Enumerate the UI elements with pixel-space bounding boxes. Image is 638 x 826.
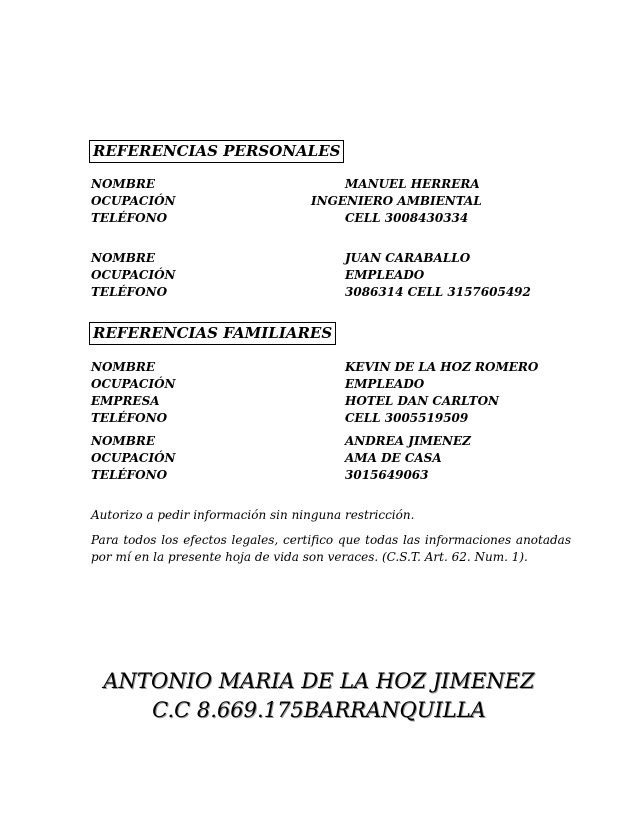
nombre-value: MANUEL HERRERA: [345, 177, 480, 191]
nombre-label: NOMBRE: [91, 177, 155, 191]
nombre-value: JUAN CARABALLO: [345, 251, 471, 265]
familiar-1-empresa-row: [91, 393, 611, 410]
personal-2-telefono-row: [91, 284, 611, 301]
nombre-label: NOMBRE: [91, 251, 155, 265]
ocupacion-value: INGENIERO AMBIENTAL: [311, 194, 482, 208]
nombre-label: NOMBRE: [91, 434, 155, 448]
ocupacion-label: OCUPACIÓN: [91, 194, 176, 208]
familiar-2-telefono-row: [91, 467, 611, 484]
signature-name: ANTONIO MARIA DE LA HOZ JIMENEZ: [103, 669, 535, 693]
nombre-value: KEVIN DE LA HOZ ROMERO: [345, 360, 539, 374]
telefono-value: 3015649063: [345, 468, 429, 482]
familiar-1-telefono-row: [91, 410, 611, 427]
ocupacion-label: OCUPACIÓN: [91, 268, 176, 282]
autorizo-paragraph: Autorizo a pedir información sin ninguna restricción.: [91, 508, 415, 522]
telefono-label: TELÉFONO: [91, 468, 168, 482]
familiar-1-ocupacion-row: [91, 376, 611, 393]
telefono-label: TELÉFONO: [91, 411, 168, 425]
ocupacion-value: EMPLEADO: [345, 377, 425, 391]
familiar-1-nombre-row: [91, 359, 611, 376]
personal-2-nombre-row: [91, 250, 611, 267]
personal-2-ocupacion-row: [91, 267, 611, 284]
familiar-2-nombre-row: [91, 433, 611, 450]
personal-1-nombre-row: [91, 176, 611, 193]
empresa-value: HOTEL DAN CARLTON: [345, 394, 499, 408]
personal-1-ocupacion-row: [91, 193, 611, 210]
telefono-value: 3086314 CELL 3157605492: [345, 285, 531, 299]
personal-1-telefono-row: [91, 210, 611, 227]
telefono-value: CELL 3005519509: [345, 411, 469, 425]
familiar-2-ocupacion-row: [91, 450, 611, 467]
telefono-label: TELÉFONO: [91, 211, 168, 225]
ocupacion-label: OCUPACIÓN: [91, 377, 176, 391]
telefono-label: TELÉFONO: [91, 285, 168, 299]
ocupacion-value: AMA DE CASA: [345, 451, 442, 465]
certifico-paragraph: Para todos los efectos legales, certifico que todas las informaciones anotadas por mí en la presente hoja de vida son veraces. (C.S.T. Art. 62. Num. 1).: [91, 533, 571, 564]
telefono-value: CELL 3008430334: [345, 211, 469, 225]
empresa-label: EMPRESA: [91, 394, 160, 408]
ocupacion-label: OCUPACIÓN: [91, 451, 176, 465]
section-title-familiares: REFERENCIAS FAMILIARES: [89, 322, 336, 345]
nombre-label: NOMBRE: [91, 360, 155, 374]
ocupacion-value: EMPLEADO: [345, 268, 425, 282]
section-title-personales: REFERENCIAS PERSONALES: [89, 140, 344, 163]
signature-id: C.C 8.669.175BARRANQUILLA: [152, 698, 486, 722]
nombre-value: ANDREA JIMENEZ: [345, 434, 471, 448]
